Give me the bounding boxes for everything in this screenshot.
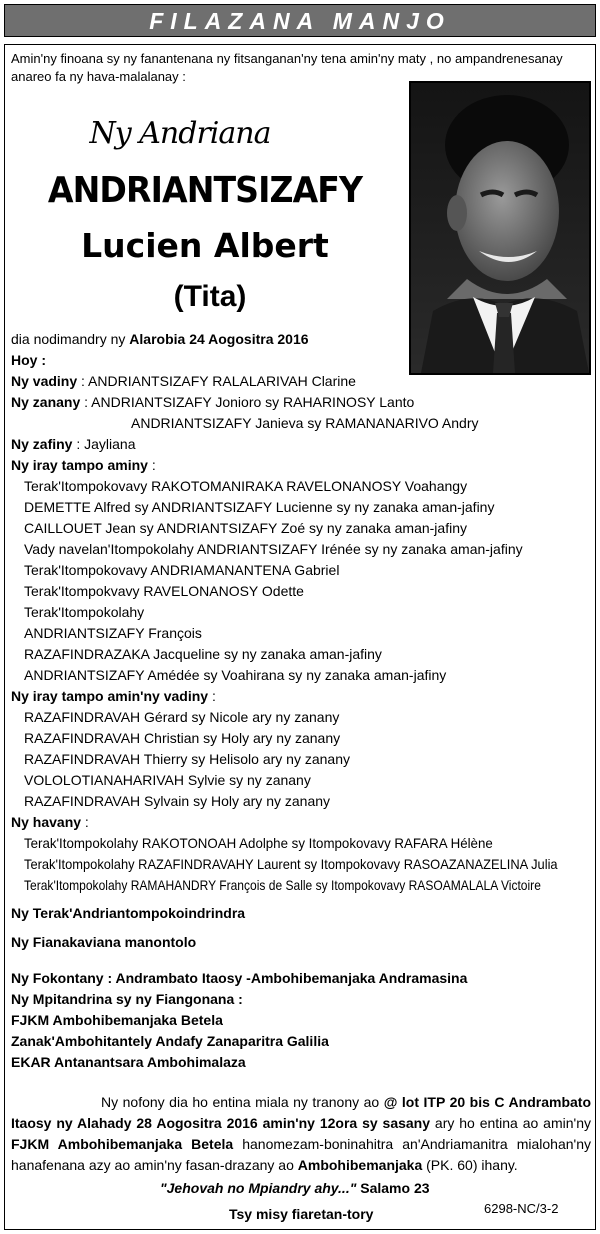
- zafiny-label: Ny zafiny: [11, 436, 73, 452]
- vadiny-name: ANDRIANTSIZAFY RALALARIVAH Clarine: [88, 373, 356, 389]
- vadiny-sep: :: [77, 373, 89, 389]
- deceased-surname: ANDRIANTSIZAFY: [47, 170, 363, 211]
- zafiny-sep: :: [72, 436, 85, 452]
- closing-place: Ambohibemanjaka: [297, 1157, 423, 1173]
- iray-tampo-name: Vady navelan'Itompokolahy ANDRIANTSIZAFY Irénée sy ny zanaka aman-jafiny: [24, 541, 523, 557]
- intro-text: Amin'ny finoana sy ny fanantenana ny fitsanganan'ny tena amin'ny maty , no ampandrenesanay anareo fa ny hava-malalanay :: [11, 51, 563, 84]
- iray-tampo-vadiny-name: RAZAFINDRAVAH Sylvain sy Holy ary ny zanany: [24, 793, 331, 809]
- closing-address: @ lot ITP 20 bis C Andrambato Itaosy ny Alahady 28 Aogositra 2016 amin'ny 12ora sy sasany: [11, 1094, 591, 1131]
- iray-tampo-name: DEMETTE Alfred sy ANDRIANTSIZAFY Lucienne sy ny zanaka aman-jafiny: [24, 499, 495, 515]
- portrait-illustration: [411, 83, 589, 373]
- zafiny-line: [11, 436, 136, 453]
- havany-name: Terak'Itompokolahy RAMAHANDRY François de Salle sy Itompokovavy RASOAMALALA Victoire: [24, 877, 541, 893]
- iray-tampo-name: CAILLOUET Jean sy ANDRIANTSIZAFY Zoé sy ny zanaka aman-jafiny: [24, 520, 467, 536]
- iray-tampo-sep: :: [147, 457, 156, 473]
- reference-code: 6298-NC/3-2: [484, 1201, 559, 1216]
- closing-text: (PK. 60) ihany.: [422, 1157, 518, 1173]
- header-banner: [4, 4, 596, 37]
- header-title: FILAZANA MANJO: [149, 8, 451, 34]
- iray-tampo-vadiny-name: VOLOLOTIANAHARIVAH Sylvie sy ny zanany: [24, 772, 311, 788]
- tsy-line: Tsy misy fiaretan-tory: [229, 1206, 374, 1222]
- fokontany-line: Ny Fokontany : Andrambato Itaosy -Ambohibemanjaka Andramasina: [11, 970, 468, 986]
- hoy-label: Hoy :: [11, 352, 46, 368]
- mpitandrina-line: Ny Mpitandrina sy ny Fiangonana :: [11, 991, 243, 1007]
- closing-text: Ny nofony dia ho entina miala ny tranony ao: [101, 1094, 384, 1110]
- iray-tampo-name: Terak'Itompokolahy: [24, 604, 145, 620]
- iray-tampo-vadiny-label: Ny iray tampo amin'ny vadiny: [11, 688, 209, 704]
- scripture-quote: [160, 1180, 430, 1196]
- quote-text: "Jehovah no Mpiandry ahy...": [160, 1180, 357, 1196]
- iray-tampo-label: Ny iray tampo aminy: [11, 457, 148, 473]
- closing-church: FJKM Ambohibemanjaka Betela: [11, 1136, 234, 1152]
- death-prefix: dia nodimandry ny: [11, 331, 130, 347]
- iray-tampo-vadiny-line: [11, 688, 216, 705]
- deceased-nickname: (Tita): [173, 280, 247, 313]
- church-line: Zanak'Ambohitantely Andafy Zanaparitra Galilia: [11, 1033, 329, 1049]
- zanany-name: ANDRIANTSIZAFY Janieva sy RAMANANARIVO Andry: [131, 415, 479, 431]
- havany-name: Terak'Itompokolahy RAZAFINDRAVAHY Laurent sy Itompokovavy RASOAZANAZELINA Julia: [24, 856, 558, 872]
- zanany-label: Ny zanany: [11, 394, 81, 410]
- quote-ref: Salamo 23: [356, 1180, 430, 1196]
- zanany-line: [11, 394, 414, 411]
- iray-tampo-vadiny-sep: :: [208, 688, 216, 704]
- deceased-given-names: Lucien Albert: [81, 226, 329, 265]
- fianakaviana-line: Ny Fianakaviana manontolo: [11, 934, 197, 950]
- havany-sep: :: [81, 814, 89, 830]
- iray-tampo-name: ANDRIANTSIZAFY Amédée sy Voahirana sy ny zanaka aman-jafiny: [24, 667, 447, 683]
- iray-tampo-name: ANDRIANTSIZAFY François: [24, 625, 202, 641]
- havany-label: Ny havany: [11, 814, 82, 830]
- vadiny-line: [11, 373, 356, 390]
- church-line: FJKM Ambohibemanjaka Betela: [11, 1012, 223, 1028]
- honorific: Ny Andriana: [89, 116, 271, 151]
- havany-line: [11, 814, 89, 831]
- death-line: [11, 331, 309, 348]
- closing-paragraph: [11, 1092, 591, 1176]
- zafiny-name: Jayliana: [84, 436, 136, 452]
- iray-tampo-name: RAZAFINDRAZAKA Jacqueline sy ny zanaka aman-jafiny: [24, 646, 382, 662]
- iray-tampo-name: Terak'Itompokovavy RAKOTOMANIRAKA RAVELONANOSY Voahangy: [24, 478, 468, 494]
- vadiny-label: Ny vadiny: [11, 373, 78, 389]
- church-line: EKAR Antanantsara Ambohimalaza: [11, 1054, 246, 1070]
- iray-tampo-vadiny-name: RAZAFINDRAVAH Christian sy Holy ary ny zanany: [24, 730, 341, 746]
- iray-tampo-name: Terak'Itompokovavy ANDRIAMANANTENA Gabriel: [24, 562, 340, 578]
- iray-tampo-name: Terak'Itompokvavy RAVELONANOSY Odette: [24, 583, 304, 599]
- iray-tampo-vadiny-name: RAZAFINDRAVAH Gérard sy Nicole ary ny zanany: [24, 709, 340, 725]
- zanany-name: ANDRIANTSIZAFY Jonioro sy RAHARINOSY Lanto: [91, 394, 415, 410]
- zanany-sep: :: [80, 394, 92, 410]
- death-date: Alarobia 24 Aogositra 2016: [129, 331, 309, 347]
- iray-tampo-vadiny-name: RAZAFINDRAVAH Thierry sy Helisolo ary ny zanany: [24, 751, 350, 767]
- closing-text: ary ho entina ao amin'ny: [430, 1115, 591, 1131]
- closing-text: hanomezam-boninahitra an'Andriamanitra mialohan'ny hanafenana azy ao amin'ny fasan-drazany ao: [11, 1136, 591, 1173]
- terak-line: Ny Terak'Andriantompokoindrindra: [11, 905, 246, 921]
- iray-tampo-line: [11, 457, 156, 474]
- havany-name: Terak'Itompokolahy RAKOTONOAH Adolphe sy Itompokovavy RAFARA Hélène: [24, 835, 493, 851]
- portrait-photo: [409, 81, 591, 375]
